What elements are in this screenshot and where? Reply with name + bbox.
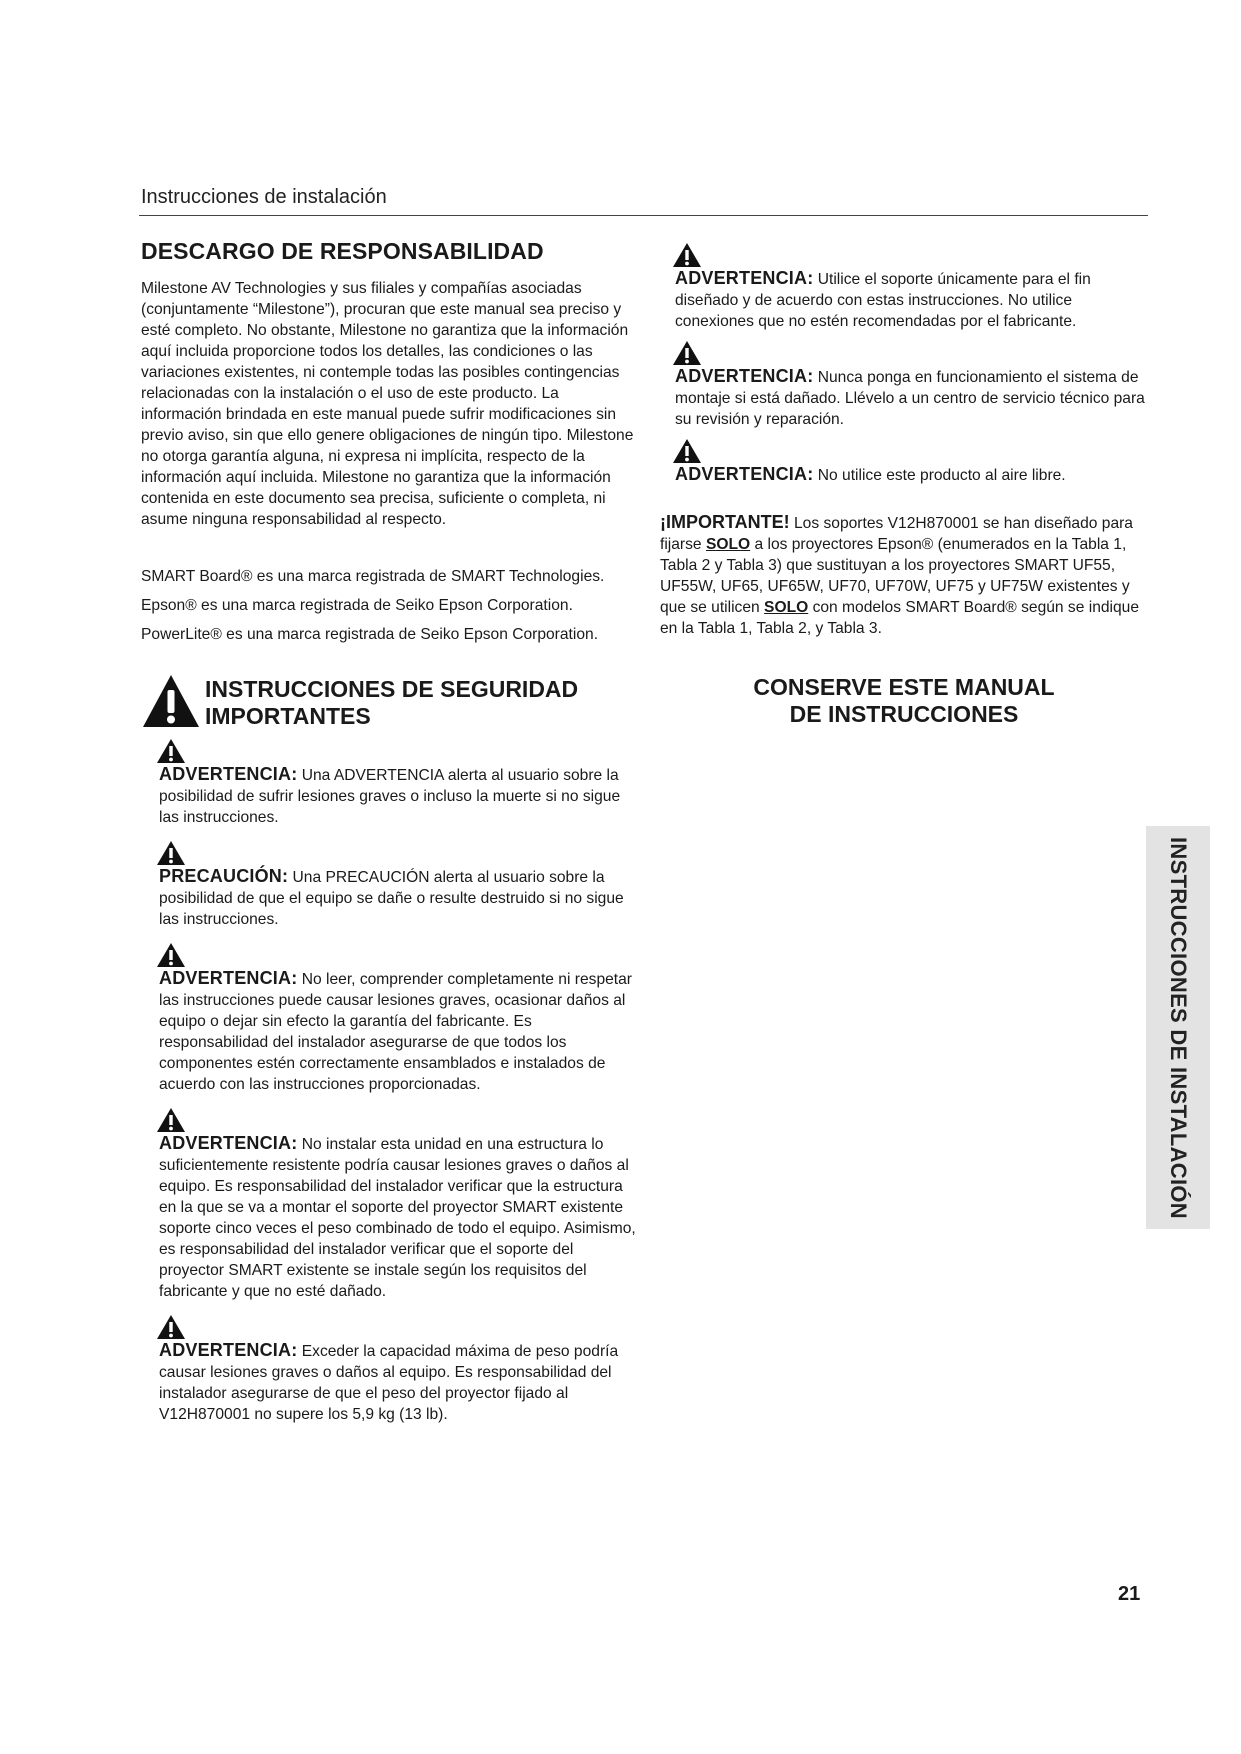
warning-label: ADVERTENCIA: — [675, 268, 814, 288]
warning-text: No instalar esta unidad en una estructura lo suficientemente resistente podría causar lesiones graves o daños al equipo. Es responsabilidad del instalador verificar que la estructura en la que se va a montar el soporte del proyector SMART existente soporte cinco veces el peso combinado de todo el equipo. Asimismo, es responsabilidad del instalador verificar que el soporte del proyector SMART existente se instale según los requisitos del fabricante y que no esté dañado. — [159, 1136, 636, 1300]
warning-text: Nunca ponga en funcionamiento el sistema de montaje si está dañado. Llévelo a un centro de servicio técnico para su revisión y reparación. — [675, 369, 1145, 428]
caution-icon — [156, 840, 186, 866]
warning-text: Una ADVERTENCIA alerta al usuario sobre la posibilidad de sufrir lesiones graves o incluso la muerte si no sigue las instrucciones. — [159, 767, 621, 826]
warning-item — [660, 340, 1148, 430]
warning-icon — [672, 242, 702, 268]
warning-label: ADVERTENCIA: — [675, 464, 814, 484]
trademark-powerlite: PowerLite® es una marca registrada de Seiko Epson Corporation. — [141, 626, 599, 643]
important-text-a: Los soportes V12H870001 se han diseñado para fijarse — [660, 515, 1133, 553]
large-warning-icon — [141, 673, 201, 729]
warning-text: No leer, comprender completamente ni respetar las instrucciones puede causar lesiones graves, ocasionar daños al equipo o dejar sin efecto la garantía del fabricante. Es responsabilidad del instalador asegurarse de que todos los componentes estén correctamente ensamblados e instalados de acuerdo con las instrucciones proporcionadas. — [159, 971, 632, 1093]
warning-label: ADVERTENCIA: — [159, 1133, 298, 1153]
important-solo-1: SOLO — [705, 536, 751, 553]
warning-label: ADVERTENCIA: — [159, 764, 298, 784]
disclaimer-text: Milestone AV Technologies y sus filiales y compañías asociadas (conjuntamente “Milestone”), procuran que este manual sea preciso y esté completo. No obstante, Milestone no garantiza que la información aquí incluida proporcione todos los detalles, las condiciones o las variaciones existentes, ni contemple todas las posibles contingencias relacionadas con la instalación o el uso de este producto. La información brindada en este manual puede sufrir modificaciones sin previo aviso, sin que ello genere obligaciones de ningún tipo. Milestone no otorga garantía alguna, ni expresa ni implícita, respecto de la información aquí incluida. Milestone no garantiza que la información contenida en este documento sea precisa, suficiente o completa, ni asume ninguna responsabilidad al respecto. — [141, 280, 634, 528]
warning-label: ADVERTENCIA: — [159, 968, 298, 988]
right-column — [660, 242, 1148, 728]
warning-icon — [156, 1107, 186, 1133]
warning-text: Exceder la capacidad máxima de peso podría causar lesiones graves o daños al equipo. Es responsabilidad del instalador asegurarse de que el peso del proyector fijado al V12H870001 no supere los 5,9 kg (13 lb). — [159, 1343, 619, 1423]
warning-item — [660, 438, 1148, 486]
warning-item — [660, 242, 1148, 332]
trademark-smart: SMART Board® es una marca registrada de SMART Technologies. — [141, 568, 605, 585]
left-column — [141, 238, 638, 1425]
page-number: 21 — [1118, 1583, 1141, 1605]
important-text-c: con modelos SMART Board® según se indique en la Tabla 1, Tabla 2, y Tabla 3. — [660, 599, 1140, 637]
warning-icon — [156, 942, 186, 968]
disclaimer-heading: DESCARGO DE RESPONSABILIDAD — [141, 238, 544, 264]
important-label: ¡IMPORTANTE! — [660, 512, 790, 532]
warning-item — [141, 1314, 638, 1425]
safety-heading: INSTRUCCIONES DE SEGURIDAD IMPORTANTES — [205, 676, 579, 729]
warning-icon — [156, 738, 186, 764]
side-tab-label: INSTRUCCIONES DE INSTALACIÓN — [1166, 836, 1191, 1219]
warning-label: ADVERTENCIA: — [159, 1340, 298, 1360]
warning-item — [141, 840, 638, 930]
warning-icon — [156, 1314, 186, 1340]
warning-label: ADVERTENCIA: — [675, 366, 814, 386]
warning-text: Una PRECAUCIÓN alerta al usuario sobre la posibilidad de que el equipo se dañe o resulte destruido si no sigue las instrucciones. — [159, 869, 624, 928]
trademark-epson: Epson® es una marca registrada de Seiko Epson Corporation. — [141, 597, 573, 614]
important-solo-2: SOLO — [764, 599, 809, 616]
page-header-title: Instrucciones de instalación — [141, 186, 387, 208]
safety-heading-block — [141, 673, 638, 730]
important-note — [660, 512, 1148, 639]
warning-item — [141, 942, 638, 1095]
header-divider — [139, 215, 1148, 216]
warning-item — [141, 1107, 638, 1302]
warning-icon — [672, 340, 702, 366]
warning-label: PRECAUCIÓN: — [159, 866, 289, 886]
warning-icon — [672, 438, 702, 464]
important-text-b: a los proyectores Epson® (enumerados en la Tabla 1, Tabla 2 y Tabla 3) que sustituyan a los proyectores SMART UF55, UF55W, UF65, UF65W, UF70, UF70W, UF75 y UF75W existentes y que se utilicen — [660, 536, 1130, 616]
side-section-tab — [1146, 826, 1210, 1229]
safety-warning-list — [141, 738, 638, 1425]
warning-text: No utilice este producto al aire libre. — [817, 467, 1066, 484]
warning-item — [141, 738, 638, 828]
conserve-manual-heading: CONSERVE ESTE MANUAL DE INSTRUCCIONES — [753, 674, 1055, 727]
warning-text: Utilice el soporte únicamente para el fin diseñado y de acuerdo con estas instrucciones. No utilice conexiones que no estén recomendadas por el fabricante. — [675, 271, 1091, 330]
